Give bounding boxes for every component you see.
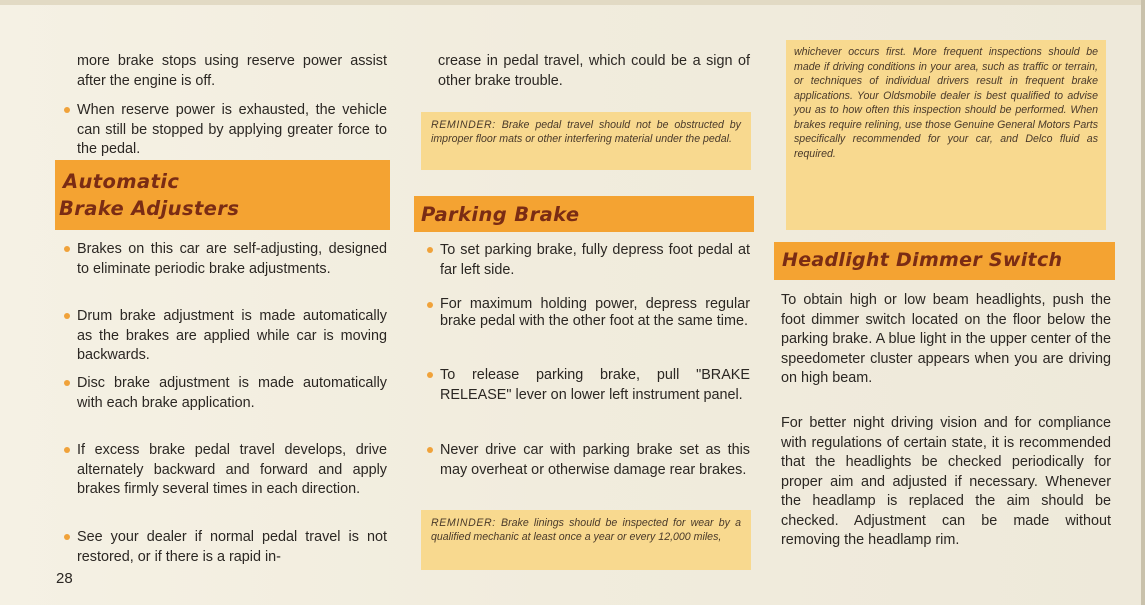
heading-text: Parking Brake — [421, 203, 580, 226]
heading-line-2: Brake Adjusters — [59, 197, 240, 220]
page-number: 28 — [56, 570, 73, 587]
list-item: For maximum holding power, depress regular brake pedal with the other foot at the same time. — [440, 296, 750, 329]
headlight-paragraph-1: To obtain high or low beam headlights, push the foot dimmer switch located on the floor below the parking brake. A blue light in the upper center of the speedometer cluster appears when you are driving on high beam. — [781, 292, 1111, 386]
list-item: To release parking brake, pull "BRAKE RELEASE" lever on lower left instrument panel. — [440, 366, 750, 405]
reminder-label: REMINDER: — [431, 119, 496, 131]
heading-parking-brake — [414, 196, 754, 232]
reminder-pedal-travel — [421, 112, 751, 170]
reminder-brake-linings — [421, 510, 751, 570]
headlight-paragraph-2: For better night driving vision and for compliance with regulations of certain state, it is recommended that the headlights be checked periodically for proper aim and adjusted if necessary. Whenever the headlamp is replaced the aim should be checked. Adjustment can be made without removing the headlamp rim. — [781, 415, 1111, 548]
heading-line-1: Automatic — [63, 170, 180, 193]
col1-intro: more brake stops using reserve power assist after the engine is off. — [77, 53, 387, 89]
page-right-edge — [1141, 0, 1145, 605]
page-top-edge — [0, 0, 1145, 5]
col1-bullet-reserve: When reserve power is exhausted, the vehicle can still be stopped by applying greater force to the pedal. — [77, 101, 387, 160]
list-item: If excess brake pedal travel develops, drive alternately backward and forward and apply brakes firmly several times in each direction. — [77, 441, 387, 500]
list-item: Never drive car with parking brake set as this may overheat or otherwise damage rear brakes. — [440, 441, 750, 480]
list-item: See your dealer if normal pedal travel is not restored, or if there is a rapid in- — [77, 528, 387, 567]
list-item: Brakes on this car are self-adjusting, designed to eliminate periodic brake adjustments. — [77, 240, 387, 279]
col2-intro: crease in pedal travel, which could be a sign of other brake trouble. — [438, 53, 750, 89]
reminder-text: Brake linings should be inspected for wear by a qualified mechanic at least once a year or every 12,000 miles, — [431, 517, 741, 543]
reminder-label: REMINDER: — [431, 517, 496, 529]
heading-text: Headlight Dimmer Switch — [782, 249, 1063, 271]
reminder-text: whichever occurs first. More frequent inspections should be made if driving conditions in your area, such as traffic or terrain, or techniques of individual drivers result in frequent brake applications. Your Oldsmobile dealer is best qualified to advise you as to how often this inspection should be performed. When brakes require relining, use those Genuine General Motors Parts specifically recommended for your car, and Delco fluid as required. — [794, 46, 1098, 160]
list-item: To set parking brake, fully depress foot pedal at far left side. — [440, 241, 750, 280]
heading-headlight-dimmer-switch — [774, 242, 1115, 280]
reminder-inspection-continued — [786, 40, 1106, 230]
list-item: Drum brake adjustment is made automatically as the brakes are applied while car is moving backwards. — [77, 307, 387, 366]
reminder-text: Brake pedal travel should not be obstructed by improper floor mats or other interfering material under the pedal. — [431, 119, 741, 145]
heading-automatic-brake-adjusters — [55, 160, 390, 230]
list-item: Disc brake adjustment is made automatically with each brake application. — [77, 374, 387, 413]
